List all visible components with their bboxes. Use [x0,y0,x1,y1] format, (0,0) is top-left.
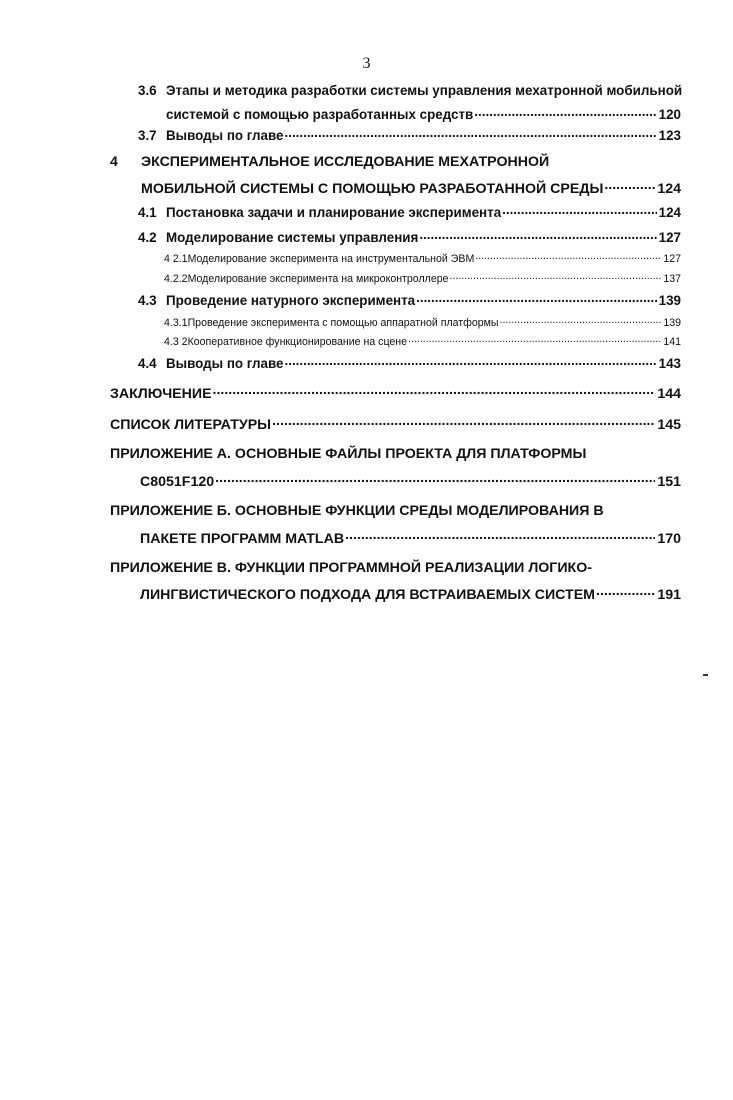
toc-entry-page: 139 [658,293,681,309]
toc-appendix-c-line1[interactable] [110,560,592,576]
dot-leader [450,271,662,282]
toc-entry-number: 4.4 [138,356,157,372]
toc-entry-4-2[interactable] [138,229,681,245]
dot-leader [416,292,657,305]
toc-entry-4-3-1[interactable] [164,315,681,329]
toc-entry-number: 4 2.1 [164,252,188,265]
toc-entry-number: 3.6 [138,83,157,98]
dot-leader [408,334,661,345]
toc-entry-title: Выводы по главе [166,128,284,144]
toc-entry-page: 123 [658,128,681,144]
toc-entry-title: Постановка задачи и планирование эксперимента [166,205,502,221]
toc-entry-page: 191 [657,587,681,604]
toc-entry-page: 145 [657,417,681,434]
toc-entry-title: ЭКСПЕРИМЕНТАЛЬНОЕ ИССЛЕДОВАНИЕ МЕХАТРОННОЙ [141,154,550,170]
dot-leader [215,472,655,486]
toc-entry-4-2-2[interactable] [164,271,681,285]
toc-entry-title: ПАКЕТЕ ПРОГРАММ MATLAB [140,531,345,548]
toc-appendix-b-line2[interactable] [140,529,681,547]
toc-entry-page: 127 [663,252,681,265]
dot-leader [596,585,655,599]
toc-entry-3-6-line1[interactable] [138,83,682,98]
toc-appendix-c-line2[interactable] [140,585,681,603]
dot-leader [474,106,656,119]
dot-leader [285,355,657,368]
toc-entry-4-1[interactable] [138,204,681,220]
toc-appendix-b-line1[interactable] [110,503,604,519]
toc-entry-title: Моделирование эксперимента на микроконтроллере [187,272,449,285]
toc-entry-page: 124 [657,181,681,198]
toc-entry-page: 127 [658,230,681,246]
toc-entry-page: 170 [657,531,681,548]
toc-entry-title: Проведение эксперимента с помощью аппаратной платформы [187,316,499,329]
toc-entry-3-7[interactable] [138,127,681,143]
toc-entry-title: ПРИЛОЖЕНИЕ А. ОСНОВНЫЕ ФАЙЛЫ ПРОЕКТА ДЛЯ ПЛАТФОРМЫ [110,446,587,462]
dot-leader [345,529,655,543]
dot-leader [502,204,657,217]
toc-entry-title: Проведение натурного эксперимента [166,293,416,309]
dot-leader [285,127,657,140]
dot-leader [272,415,655,429]
dot-leader [213,384,656,398]
toc-entry-conclusion[interactable] [110,384,681,402]
toc-entry-title: C8051F120 [140,474,215,491]
toc-entry-number: 4 [110,154,118,170]
toc-entry-page: 124 [658,205,681,221]
toc-entry-title: МОБИЛЬНОЙ СИСТЕМЫ С ПОМОЩЬЮ РАЗРАБОТАННОЙ СРЕДЫ [141,181,604,198]
toc-entry-page: 137 [663,272,681,285]
toc-entry-title: системой с помощью разработанных средств [166,107,474,123]
toc-entry-title: ЗАКЛЮЧЕНИЕ [110,386,212,403]
toc-appendix-a-line2[interactable] [140,472,681,490]
toc-entry-number: 4.3 2 [164,335,188,348]
margin-mark [703,674,708,676]
toc-entry-4-2-1[interactable] [164,251,681,265]
toc-entry-title: ЛИНГВИСТИЧЕСКОГО ПОДХОДА ДЛЯ ВСТРАИВАЕМЫХ СИСТЕМ [140,587,596,604]
toc-entry-title: Этапы и методика разработки системы управления мехатронной мобильной [166,83,683,98]
toc-chapter-4-line1[interactable] [110,154,549,170]
toc-entry-title: Моделирование эксперимента на инструментальной ЭВМ [187,252,475,265]
toc-entry-page: 143 [658,356,681,372]
toc-entry-4-3-2[interactable] [164,334,681,348]
dot-leader [419,229,656,242]
toc-chapter-4-line2[interactable] [141,179,681,197]
toc-entry-page: 141 [663,335,681,348]
toc-appendix-a-line1[interactable] [110,446,586,462]
toc-entry-number: 4.3 [138,293,157,309]
toc-entry-title: Моделирование системы управления [166,230,419,246]
toc-entry-number: 4.2 [138,230,157,246]
toc-entry-page: 120 [658,107,681,123]
toc-entry-page: 139 [663,316,681,329]
toc-entry-number: 4.2.2 [164,272,188,285]
toc-entry-3-6-line2[interactable] [166,106,681,122]
toc-entry-title: Выводы по главе [166,356,284,372]
toc-entry-4-3[interactable] [138,292,681,308]
toc-entry-4-4[interactable] [138,355,681,371]
toc-entry-title: Кооперативное функционирование на сцене [187,335,408,348]
dot-leader [475,251,661,262]
toc-entry-title: СПИСОК ЛИТЕРАТУРЫ [110,417,272,434]
toc-entry-number: 3.7 [138,128,157,144]
page-number: 3 [362,55,371,72]
toc-entry-page: 144 [657,386,681,403]
toc-entry-title: ПРИЛОЖЕНИЕ В. ФУНКЦИИ ПРОГРАММНОЙ РЕАЛИЗАЦИИ ЛОГИКО- [110,560,592,576]
toc-entry-number: 4.3.1 [164,316,188,329]
toc-entry-page: 151 [657,474,681,491]
toc-entry-references[interactable] [110,415,681,433]
dot-leader [500,315,662,326]
dot-leader [604,179,655,193]
toc-entry-title: ПРИЛОЖЕНИЕ Б. ОСНОВНЫЕ ФУНКЦИИ СРЕДЫ МОДЕЛИРОВАНИЯ В [110,503,604,519]
toc-entry-number: 4.1 [138,205,157,221]
